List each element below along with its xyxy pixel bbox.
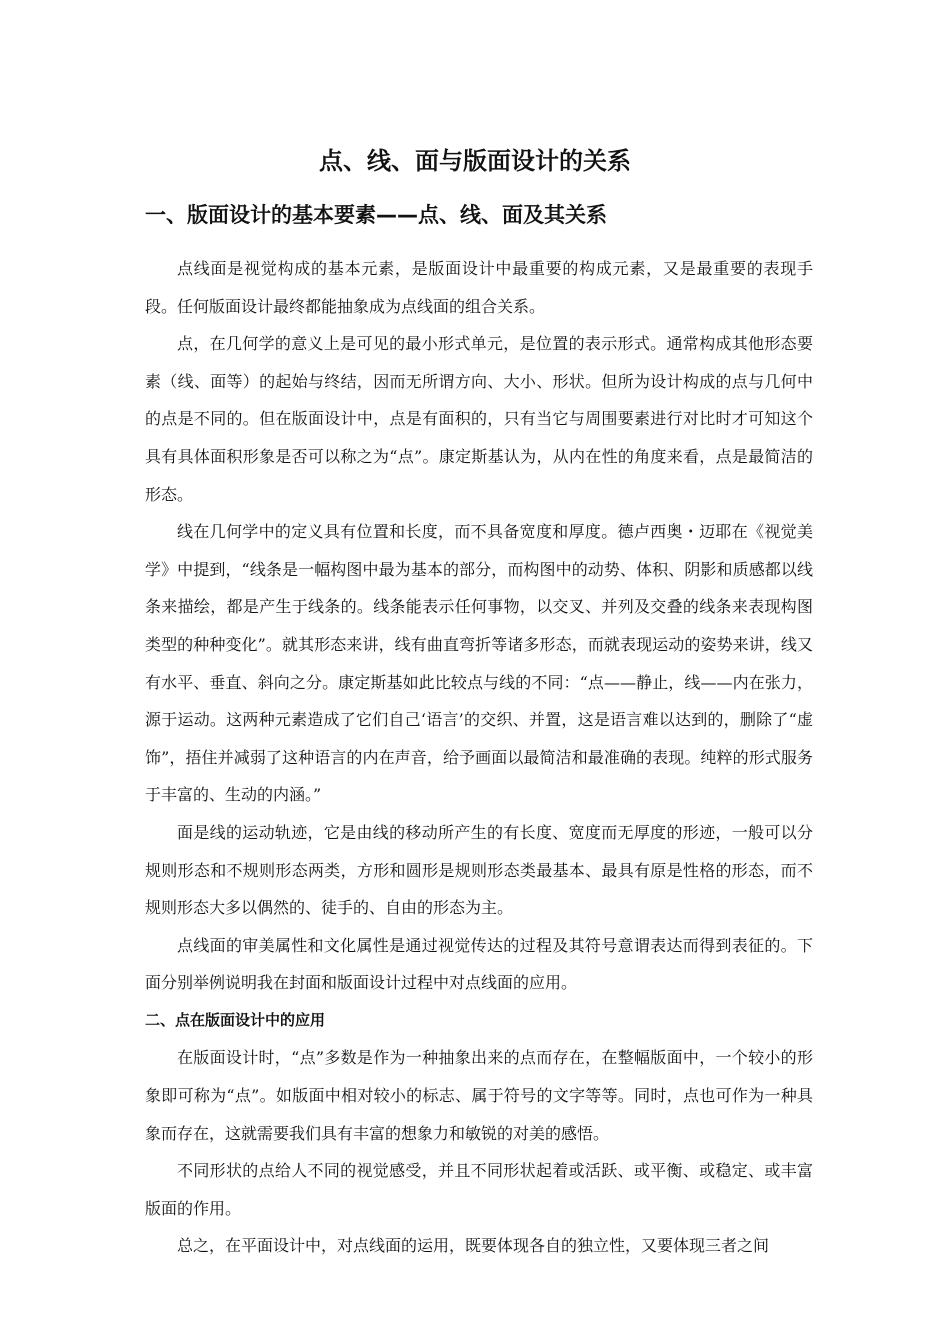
paragraph: 线在几何学中的定义具有位置和长度，而不具备宽度和厚度。德卢西奥・迈耶在《视觉美学》中提到，“线条是一幅构图中最为基本的部分，而构图中的动势、体积、阴影和质感都以线条来描绘，都是产生于线条的。线条能表示任何事物，以交叉、并列及交叠的线条来表现构图类型的种种变化”。就其形态来讲，线有曲直弯折等诸多形态，而就表现运动的姿势来讲，线又有水平、垂直、斜向之分。康定斯基如此比较点与线的不同：“点——静止，线——内在张力，源于运动。这两种元素造成了它们自己‘语言’的交织、并置，这是语言难以达到的，删除了“虚饰”，捂住并减弱了这种语言的内在声音，给予画面以最简洁和最准确的表现。纯粹的形式服务于丰富的、生动的内涵。” xyxy=(145,522,813,805)
paragraph: 在版面设计时，“点”多数是作为一种抽象出来的点而存在，在整幅版面中，一个较小的形象即可称为“点”。如版面中相对较小的标志、属于符号的文字等等。同时，点也可作为一种具象而存在，这就需要我们具有丰富的想象力和敏锐的对美的感悟。 xyxy=(145,1048,813,1143)
paragraph: 总之，在平面设计中，对点线面的运用，既要体现各自的独立性，又要体现三者之间 xyxy=(177,1236,770,1256)
paragraph: 点，在几何学的意义上是可见的最小形式单元，是位置的表示形式。通常构成其他形态要素（线、面等）的起始与终结，因而无所谓方向、大小、形状。但所为设计构成的点与几何中的点是不同的。但在版面设计中，点是有面积的，只有当它与周围要素进行对比时才可知这个具有具体面积形象是否可以称之为“点”。康定斯基认为，从内在性的角度来看，点是最简洁的形态。 xyxy=(145,334,813,504)
page-title: 点、线、面与版面设计的关系 xyxy=(319,147,631,175)
section-heading-1: 一、版面设计的基本要素——点、线、面及其关系 xyxy=(145,203,607,227)
section-heading-2: 二、点在版面设计中的应用 xyxy=(145,1010,326,1029)
document-body xyxy=(145,250,813,1265)
paragraph: 点线面是视觉构成的基本元素，是版面设计中最重要的构成元素，又是最重要的表现手段。任何版面设计最终都能抽象成为点线面的组合关系。 xyxy=(145,259,813,316)
paragraph: 点线面的审美属性和文化属性是通过视觉传达的过程及其符号意谓表达而得到表征的。下面分别举例说明我在封面和版面设计过程中对点线面的应用。 xyxy=(145,935,813,993)
paragraph: 面是线的运动轨迹，它是由线的移动所产生的有长度、宽度而无厚度的形迹，一般可以分规则形态和不规则形态两类，方形和圆形是规则形态类最基本、最具有原是性格的形态，而不规则形态大多以偶然的、徒手的、自由的形态为主。 xyxy=(145,822,813,918)
paragraph: 不同形状的点给人不同的视觉感受，并且不同形状起着或活跃、或平衡、或稳定、或丰富版面的作用。 xyxy=(145,1161,813,1218)
